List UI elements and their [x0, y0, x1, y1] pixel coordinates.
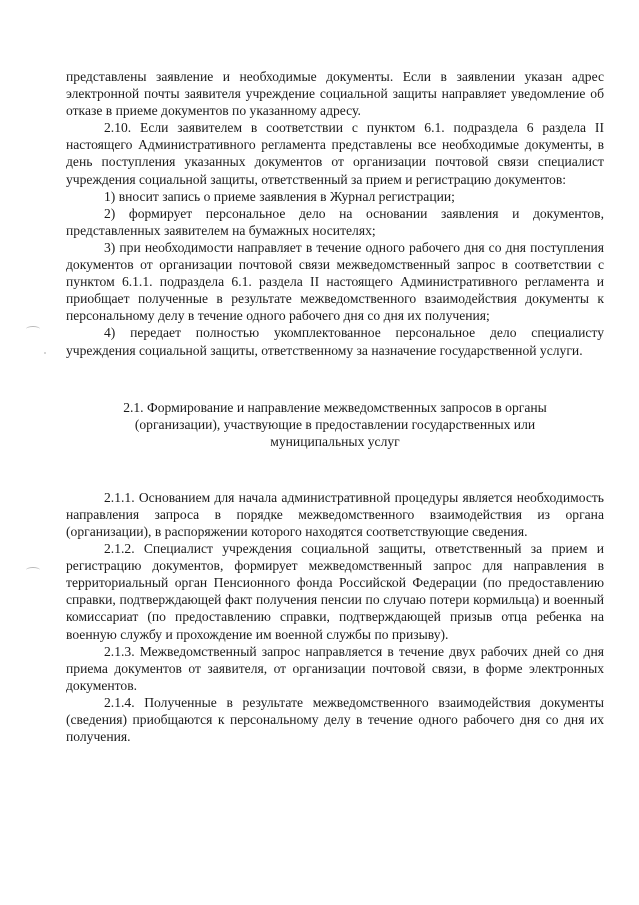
scan-hole-mark	[26, 567, 40, 573]
paragraph-2-1-3: 2.1.3. Межведомственный запрос направляется в течение двух рабочих дней со дня приема документов от заявителя, от организации почтовой связи, в форме электронных документов.	[66, 643, 604, 693]
paragraph-2-1-4: 2.1.4. Полученные в результате межведомственного взаимодействия документы (сведения) приобщаются к персональному делу в течение одного рабочего дня со дня их получения.	[66, 694, 604, 745]
list-item-2: 2) формирует персональное дело на основании заявления и документов, представленных заявителем на бумажных носителях;	[66, 205, 604, 238]
paragraph-2-1-2: 2.1.2. Специалист учреждения социальной защиты, ответственный за прием и регистрацию документов, формирует межведомственный запрос для направления в территориальный орган Пенсионного фонда Российской Федерации (по предоставлению справки, подтверждающей факт получения пенсии по случаю потери кормильца) и военный комиссариат (по предоставлению справки, подтверждающей призыв отца ребенка на военную службу и прохождение им военной службы по призыву).	[66, 541, 604, 642]
document-page	[66, 68, 604, 745]
paragraph-2-10: 2.10. Если заявителем в соответствии с пунктом 6.1. подраздела 6 раздела II настоящего Административного регламента представлены все необходимые документы, в день поступления указанных документов от организации почтовой связи специалист учреждения социальной защиты, ответственный за прием и регистрацию документов:	[66, 120, 604, 187]
list-item-3: 3) при необходимости направляет в течение одного рабочего дня со дня поступления документов от организации почтовой связи межведомственный запрос в соответствии с пунктом 6.1.1. подраздела 6.1. раздела II настоящего Административного регламента и приобщает полученные в результате межведомственного взаимодействия документы к персональному делу в течение одного рабочего дня со дня их получения;	[66, 239, 604, 324]
section-heading-line: 2.1. Формирование и направление межведомственных запросов в органы	[123, 399, 547, 415]
section-heading-line: (организации), участвующие в предоставлении государственных или	[134, 417, 536, 432]
section-heading	[66, 399, 604, 451]
list-item-1: 1) вносит запись о приеме заявления в Журнал регистрации;	[104, 188, 455, 204]
section-heading-line: муниципальных услуг	[270, 434, 400, 450]
scan-dust	[44, 352, 46, 354]
scan-hole-mark	[26, 326, 40, 332]
paragraph-2-1-1: 2.1.1. Основанием для начала административной процедуры является необходимость направления запроса в порядке межведомственного взаимодействия из органа (организации), в распоряжении которого находятся соответствующие сведения.	[66, 489, 604, 539]
paragraph-continuation: представлены заявление и необходимые документы. Если в заявлении указан адрес электронной почты заявителя учреждение социальной защиты направляет уведомление об отказе в приеме документов по указанному адресу.	[66, 69, 604, 119]
list-item-4: 4) передает полностью укомплектованное персональное дело специалисту учреждения социальной защиты, ответственному за назначение государственной услуги.	[66, 325, 604, 358]
